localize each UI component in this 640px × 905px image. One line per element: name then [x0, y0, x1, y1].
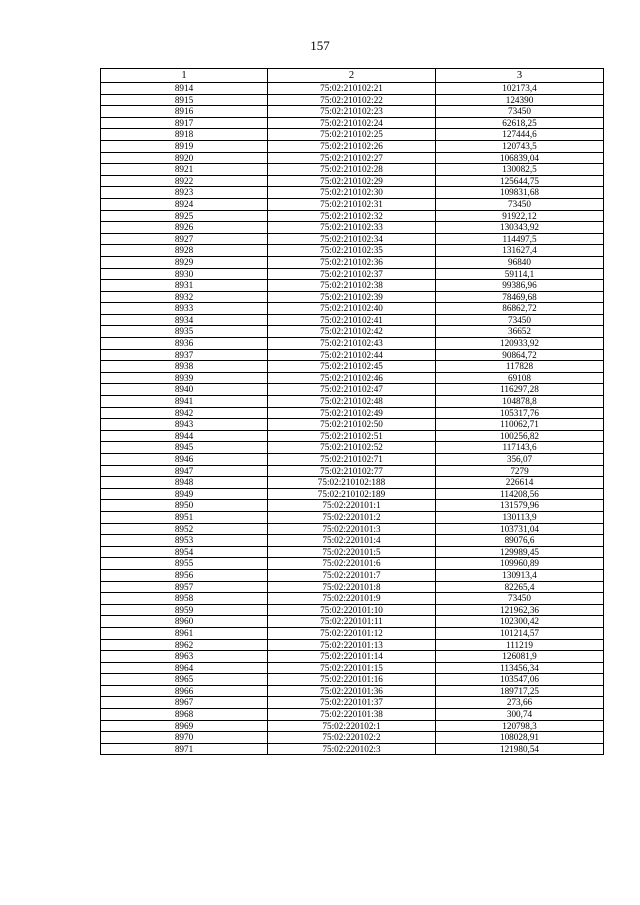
- row-number-cell: 8963: [101, 651, 268, 663]
- row-number-cell: 8948: [101, 477, 268, 489]
- table-row: [101, 743, 604, 755]
- cadastral-number-cell: 75:02:220101:12: [268, 627, 436, 639]
- row-number-cell: 8919: [101, 140, 268, 152]
- table-row: [101, 222, 604, 234]
- table-row: [101, 581, 604, 593]
- table-row: [101, 442, 604, 454]
- table-row: [101, 396, 604, 408]
- value-cell: 114208,56: [436, 488, 604, 500]
- value-cell: 109960,89: [436, 558, 604, 570]
- cadastral-number-cell: 75:02:210102:34: [268, 233, 436, 245]
- table-row: [101, 639, 604, 651]
- table-row: [101, 523, 604, 535]
- row-number-cell: 8914: [101, 83, 268, 95]
- table-row: [101, 245, 604, 257]
- value-cell: 91922,12: [436, 210, 604, 222]
- value-cell: 356,07: [436, 454, 604, 466]
- cadastral-number-cell: 75:02:210102:39: [268, 291, 436, 303]
- header-row: [101, 69, 604, 83]
- value-cell: 59114,1: [436, 268, 604, 280]
- cadastral-number-cell: 75:02:210102:25: [268, 129, 436, 141]
- row-number-cell: 8970: [101, 732, 268, 744]
- value-cell: 108028,91: [436, 732, 604, 744]
- value-cell: 125644,75: [436, 175, 604, 187]
- table-row: [101, 314, 604, 326]
- value-cell: 124390: [436, 94, 604, 106]
- table-row: [101, 465, 604, 477]
- row-number-cell: 8966: [101, 685, 268, 697]
- value-cell: 131627,4: [436, 245, 604, 257]
- table-row: [101, 535, 604, 547]
- table-row: [101, 419, 604, 431]
- value-cell: 73450: [436, 106, 604, 118]
- table-row: [101, 140, 604, 152]
- value-cell: 121962,36: [436, 604, 604, 616]
- cadastral-number-cell: 75:02:220101:11: [268, 616, 436, 628]
- row-number-cell: 8951: [101, 511, 268, 523]
- cadastral-number-cell: 75:02:220101:1: [268, 500, 436, 512]
- table-row: [101, 709, 604, 721]
- cadastral-number-cell: 75:02:220101:2: [268, 511, 436, 523]
- value-cell: 62618,25: [436, 117, 604, 129]
- table-row: [101, 210, 604, 222]
- table-row: [101, 94, 604, 106]
- row-number-cell: 8964: [101, 662, 268, 674]
- row-number-cell: 8915: [101, 94, 268, 106]
- table-row: [101, 384, 604, 396]
- cadastral-number-cell: 75:02:210102:71: [268, 454, 436, 466]
- cadastral-number-cell: 75:02:210102:189: [268, 488, 436, 500]
- row-number-cell: 8923: [101, 187, 268, 199]
- row-number-cell: 8932: [101, 291, 268, 303]
- value-cell: 117828: [436, 361, 604, 373]
- cadastral-number-cell: 75:02:220101:37: [268, 697, 436, 709]
- value-cell: 300,74: [436, 709, 604, 721]
- value-cell: 102173,4: [436, 83, 604, 95]
- row-number-cell: 8965: [101, 674, 268, 686]
- cadastral-number-cell: 75:02:210102:27: [268, 152, 436, 164]
- table-row: [101, 685, 604, 697]
- row-number-cell: 8926: [101, 222, 268, 234]
- table-row: [101, 83, 604, 95]
- value-cell: 102300,42: [436, 616, 604, 628]
- table-row: [101, 152, 604, 164]
- row-number-cell: 8935: [101, 326, 268, 338]
- row-number-cell: 8944: [101, 430, 268, 442]
- table-row: [101, 256, 604, 268]
- value-cell: 90864,72: [436, 349, 604, 361]
- row-number-cell: 8971: [101, 743, 268, 755]
- row-number-cell: 8960: [101, 616, 268, 628]
- row-number-cell: 8950: [101, 500, 268, 512]
- value-cell: 104878,8: [436, 396, 604, 408]
- value-cell: 273,66: [436, 697, 604, 709]
- value-cell: 127444,6: [436, 129, 604, 141]
- table-row: [101, 732, 604, 744]
- row-number-cell: 8949: [101, 488, 268, 500]
- row-number-cell: 8936: [101, 338, 268, 350]
- row-number-cell: 8922: [101, 175, 268, 187]
- value-cell: 116297,28: [436, 384, 604, 396]
- row-number-cell: 8921: [101, 164, 268, 176]
- table-row: [101, 720, 604, 732]
- cadastral-number-cell: 75:02:210102:52: [268, 442, 436, 454]
- table-row: [101, 477, 604, 489]
- cadastral-number-cell: 75:02:210102:45: [268, 361, 436, 373]
- table-header: [101, 69, 604, 83]
- row-number-cell: 8957: [101, 581, 268, 593]
- value-cell: 110062,71: [436, 419, 604, 431]
- row-number-cell: 8931: [101, 280, 268, 292]
- row-number-cell: 8938: [101, 361, 268, 373]
- row-number-cell: 8933: [101, 303, 268, 315]
- cadastral-number-cell: 75:02:210102:49: [268, 407, 436, 419]
- row-number-cell: 8954: [101, 546, 268, 558]
- value-cell: 130113,9: [436, 511, 604, 523]
- row-number-cell: 8920: [101, 152, 268, 164]
- row-number-cell: 8953: [101, 535, 268, 547]
- value-cell: 111219: [436, 639, 604, 651]
- table-row: [101, 187, 604, 199]
- cadastral-number-cell: 75:02:220101:36: [268, 685, 436, 697]
- value-cell: 226614: [436, 477, 604, 489]
- row-number-cell: 8927: [101, 233, 268, 245]
- row-number-cell: 8925: [101, 210, 268, 222]
- table-row: [101, 651, 604, 663]
- table-row: [101, 627, 604, 639]
- value-cell: 73450: [436, 314, 604, 326]
- table-row: [101, 546, 604, 558]
- cadastral-number-cell: 75:02:220101:7: [268, 569, 436, 581]
- table-row: [101, 616, 604, 628]
- row-number-cell: 8937: [101, 349, 268, 361]
- cadastral-number-cell: 75:02:210102:51: [268, 430, 436, 442]
- table-row: [101, 326, 604, 338]
- table-row: [101, 268, 604, 280]
- value-cell: 103547,06: [436, 674, 604, 686]
- cadastral-number-cell: 75:02:220101:8: [268, 581, 436, 593]
- table-row: [101, 361, 604, 373]
- table-row: [101, 454, 604, 466]
- table-row: [101, 697, 604, 709]
- cadastral-number-cell: 75:02:210102:42: [268, 326, 436, 338]
- cadastral-number-cell: 75:02:210102:38: [268, 280, 436, 292]
- value-cell: 99386,96: [436, 280, 604, 292]
- cadastral-number-cell: 75:02:220101:38: [268, 709, 436, 721]
- value-cell: 121980,54: [436, 743, 604, 755]
- row-number-cell: 8918: [101, 129, 268, 141]
- value-cell: 89076,6: [436, 535, 604, 547]
- table-row: [101, 349, 604, 361]
- cadastral-number-cell: 75:02:220101:10: [268, 604, 436, 616]
- value-cell: 113456,34: [436, 662, 604, 674]
- table-row: [101, 117, 604, 129]
- table-row: [101, 175, 604, 187]
- table-row: [101, 303, 604, 315]
- cadastral-number-cell: 75:02:220101:4: [268, 535, 436, 547]
- value-cell: 131579,96: [436, 500, 604, 512]
- value-cell: 114497,5: [436, 233, 604, 245]
- cadastral-number-cell: 75:02:210102:28: [268, 164, 436, 176]
- cadastral-number-cell: 75:02:220101:13: [268, 639, 436, 651]
- cadastral-number-cell: 75:02:210102:40: [268, 303, 436, 315]
- row-number-cell: 8928: [101, 245, 268, 257]
- cadastral-number-cell: 75:02:210102:24: [268, 117, 436, 129]
- table-row: [101, 430, 604, 442]
- value-cell: 130343,92: [436, 222, 604, 234]
- value-cell: 120933,92: [436, 338, 604, 350]
- cadastral-number-cell: 75:02:220101:6: [268, 558, 436, 570]
- row-number-cell: 8929: [101, 256, 268, 268]
- table-row: [101, 674, 604, 686]
- cadastral-number-cell: 75:02:210102:43: [268, 338, 436, 350]
- table-row: [101, 280, 604, 292]
- table-row: [101, 233, 604, 245]
- table-row: [101, 662, 604, 674]
- value-cell: 101214,57: [436, 627, 604, 639]
- cadastral-number-cell: 75:02:220101:3: [268, 523, 436, 535]
- value-cell: 129989,45: [436, 546, 604, 558]
- value-cell: 73450: [436, 593, 604, 605]
- cadastral-number-cell: 75:02:210102:22: [268, 94, 436, 106]
- cadastral-number-cell: 75:02:210102:50: [268, 419, 436, 431]
- cadastral-number-cell: 75:02:210102:44: [268, 349, 436, 361]
- row-number-cell: 8955: [101, 558, 268, 570]
- table-row: [101, 291, 604, 303]
- table-row: [101, 164, 604, 176]
- table-row: [101, 500, 604, 512]
- row-number-cell: 8956: [101, 569, 268, 581]
- row-number-cell: 8968: [101, 709, 268, 721]
- cadastral-number-cell: 75:02:210102:41: [268, 314, 436, 326]
- value-cell: 109831,68: [436, 187, 604, 199]
- value-cell: 7279: [436, 465, 604, 477]
- value-cell: 103731,04: [436, 523, 604, 535]
- table-row: [101, 198, 604, 210]
- row-number-cell: 8967: [101, 697, 268, 709]
- cadastral-number-cell: 75:02:210102:31: [268, 198, 436, 210]
- page-number: 157: [310, 38, 330, 53]
- value-cell: 100256,82: [436, 430, 604, 442]
- column-header-3: 3: [436, 69, 604, 83]
- cadastral-number-cell: 75:02:210102:188: [268, 477, 436, 489]
- value-cell: 130082,5: [436, 164, 604, 176]
- cadastral-number-cell: 75:02:210102:46: [268, 372, 436, 384]
- row-number-cell: 8969: [101, 720, 268, 732]
- value-cell: 105317,76: [436, 407, 604, 419]
- table-row: [101, 129, 604, 141]
- cadastral-number-cell: 75:02:210102:47: [268, 384, 436, 396]
- value-cell: 69108: [436, 372, 604, 384]
- cadastral-number-cell: 75:02:220102:1: [268, 720, 436, 732]
- row-number-cell: 8924: [101, 198, 268, 210]
- table-row: [101, 558, 604, 570]
- row-number-cell: 8959: [101, 604, 268, 616]
- table-body: [101, 83, 604, 755]
- cadastral-number-cell: 75:02:220102:2: [268, 732, 436, 744]
- cadastral-number-cell: 75:02:210102:32: [268, 210, 436, 222]
- table-row: [101, 569, 604, 581]
- row-number-cell: 8962: [101, 639, 268, 651]
- row-number-cell: 8934: [101, 314, 268, 326]
- value-cell: 126081,9: [436, 651, 604, 663]
- row-number-cell: 8930: [101, 268, 268, 280]
- row-number-cell: 8941: [101, 396, 268, 408]
- cadastral-number-cell: 75:02:210102:48: [268, 396, 436, 408]
- cadastral-number-cell: 75:02:210102:33: [268, 222, 436, 234]
- cadastral-number-cell: 75:02:220101:15: [268, 662, 436, 674]
- row-number-cell: 8942: [101, 407, 268, 419]
- value-cell: 189717,25: [436, 685, 604, 697]
- cadastral-number-cell: 75:02:220101:9: [268, 593, 436, 605]
- table-row: [101, 511, 604, 523]
- value-cell: 73450: [436, 198, 604, 210]
- row-number-cell: 8961: [101, 627, 268, 639]
- table-row: [101, 593, 604, 605]
- row-number-cell: 8939: [101, 372, 268, 384]
- row-number-cell: 8958: [101, 593, 268, 605]
- table-row: [101, 106, 604, 118]
- cadastral-number-cell: 75:02:220102:3: [268, 743, 436, 755]
- table-row: [101, 338, 604, 350]
- value-cell: 106839,04: [436, 152, 604, 164]
- value-cell: 78469,68: [436, 291, 604, 303]
- value-cell: 86862,72: [436, 303, 604, 315]
- row-number-cell: 8947: [101, 465, 268, 477]
- value-cell: 36652: [436, 326, 604, 338]
- cadastral-number-cell: 75:02:220101:16: [268, 674, 436, 686]
- cadastral-number-cell: 75:02:210102:26: [268, 140, 436, 152]
- value-cell: 120798,3: [436, 720, 604, 732]
- value-cell: 120743,5: [436, 140, 604, 152]
- row-number-cell: 8945: [101, 442, 268, 454]
- column-header-2: 2: [268, 69, 436, 83]
- row-number-cell: 8917: [101, 117, 268, 129]
- cadastral-number-cell: 75:02:210102:23: [268, 106, 436, 118]
- table-row: [101, 604, 604, 616]
- cadastral-number-cell: 75:02:210102:36: [268, 256, 436, 268]
- column-header-1: 1: [101, 69, 268, 83]
- row-number-cell: 8943: [101, 419, 268, 431]
- data-table: [100, 68, 604, 755]
- cadastral-number-cell: 75:02:210102:29: [268, 175, 436, 187]
- cadastral-number-cell: 75:02:210102:35: [268, 245, 436, 257]
- value-cell: 130913,4: [436, 569, 604, 581]
- value-cell: 82265,4: [436, 581, 604, 593]
- cadastral-number-cell: 75:02:210102:77: [268, 465, 436, 477]
- row-number-cell: 8940: [101, 384, 268, 396]
- table-row: [101, 372, 604, 384]
- cadastral-number-cell: 75:02:210102:21: [268, 83, 436, 95]
- cadastral-number-cell: 75:02:220101:5: [268, 546, 436, 558]
- cadastral-number-cell: 75:02:210102:30: [268, 187, 436, 199]
- cadastral-number-cell: 75:02:210102:37: [268, 268, 436, 280]
- value-cell: 117143,6: [436, 442, 604, 454]
- row-number-cell: 8946: [101, 454, 268, 466]
- row-number-cell: 8916: [101, 106, 268, 118]
- row-number-cell: 8952: [101, 523, 268, 535]
- cadastral-number-cell: 75:02:220101:14: [268, 651, 436, 663]
- table-row: [101, 407, 604, 419]
- value-cell: 96840: [436, 256, 604, 268]
- table-row: [101, 488, 604, 500]
